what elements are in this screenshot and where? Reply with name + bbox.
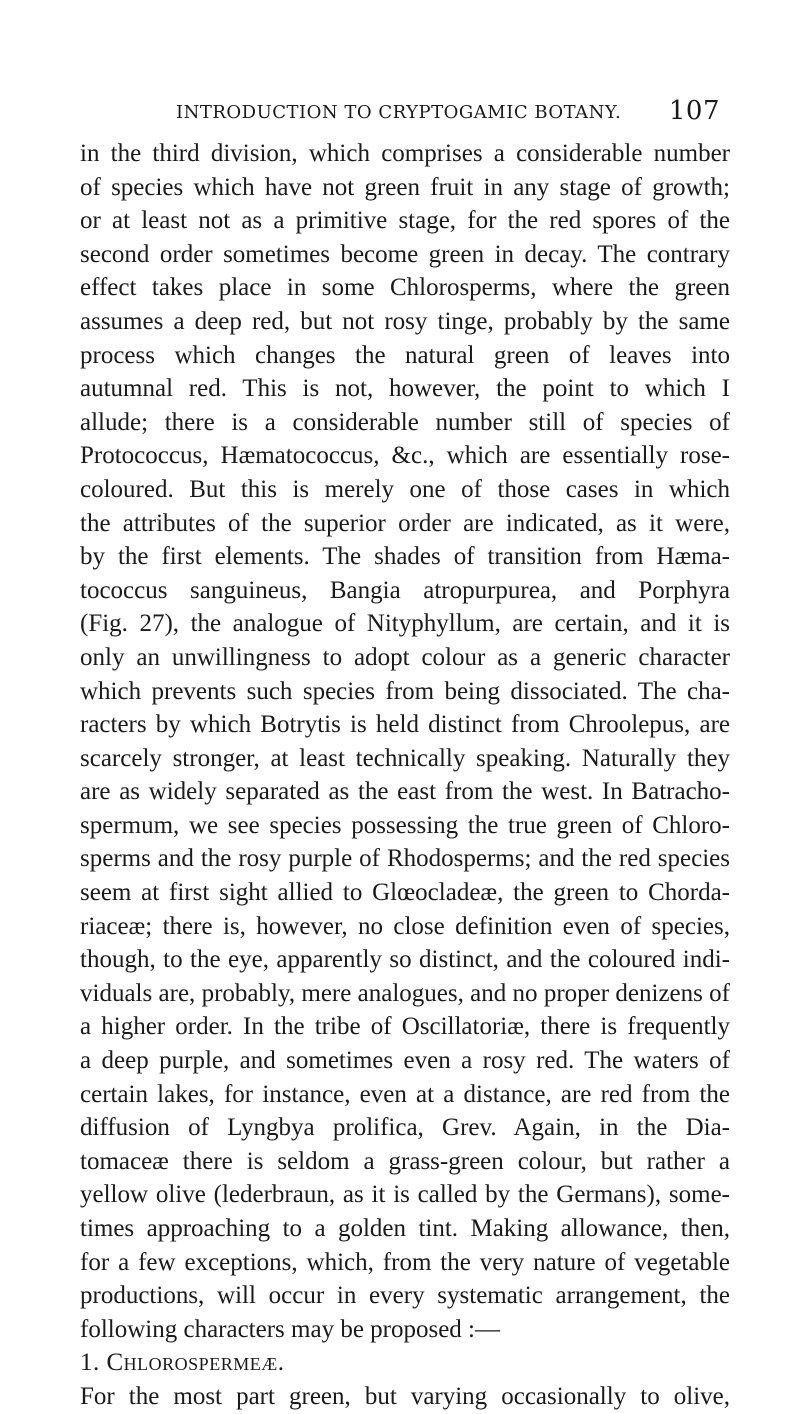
text-line: a deep purple, and sometimes even a rosy red. The waters of xyxy=(80,1047,730,1075)
text-line: the attributes of the superior order are indicated, as it were, xyxy=(80,509,730,537)
section-heading: 1. Chlorospermeæ. xyxy=(80,1349,285,1377)
text-line: racters by which Botrytis is held distinct from Chroolepus, are xyxy=(80,711,730,739)
text-line: or at least not as a primitive stage, for the red spores of the xyxy=(80,207,730,235)
text-line: in the third division, which comprises a considerable number xyxy=(80,140,730,167)
text-line: coloured. But this is merely one of those cases in which xyxy=(80,475,730,503)
text-line: following characters may be proposed :— xyxy=(80,1315,501,1343)
text-line: riaceæ; there is, however, no close definition even of species, xyxy=(80,912,730,940)
text-line: tococcus sanguineus, Bangia atropurpurea, and Porphyra xyxy=(80,576,730,604)
text-line: sperms and the rosy purple of Rhodosperms; and the red species xyxy=(80,845,730,873)
text-line: (Fig. 27), the analogue of Nityphyllum, are certain, and it is xyxy=(80,610,730,638)
text-line: diffusion of Lyngbya prolifica, Grev. Again, in the Dia- xyxy=(80,1114,730,1142)
text-line: autumnal red. This is not, however, the point to which I xyxy=(80,375,730,403)
text-line: process which changes the natural green of leaves into xyxy=(80,341,730,369)
text-line: by the first elements. The shades of transition from Hæma- xyxy=(80,543,730,571)
text-line: which prevents such species from being dissociated. The cha- xyxy=(80,677,730,705)
text-line: viduals are, probably, mere analogues, and no proper denizens of xyxy=(80,979,730,1007)
text-line: yellow olive (lederbraun, as it is called by the Germans), some- xyxy=(80,1181,730,1209)
text-line: effect takes place in some Chlorosperms, where the green xyxy=(80,274,730,302)
text-line: seem at first sight allied to Glœocladeæ, the green to Chorda- xyxy=(80,879,730,907)
text-line: allude; there is a considerable number still of species of xyxy=(80,408,730,436)
running-title: INTRODUCTION TO CRYPTOGAMIC BOTANY. xyxy=(176,102,622,123)
text-line: times approaching to a golden tint. Making allowance, then, xyxy=(80,1215,730,1242)
text-line: of species which have not green fruit in any stage of growth; xyxy=(80,173,730,201)
text-line: For the most part green, but varying occasionally to olive, xyxy=(80,1382,730,1410)
text-line: spermum, we see species possessing the true green of Chloro- xyxy=(80,811,730,839)
text-line: scarcely stronger, at least technically speaking. Naturally they xyxy=(80,744,730,772)
body-text xyxy=(80,137,730,1414)
text-line: are as widely separated as the east from the west. In Batracho- xyxy=(80,778,730,806)
page-number: 107 xyxy=(668,96,720,126)
text-line: though, to the eye, apparently so distinct, and the coloured indi- xyxy=(80,946,730,974)
text-line: certain lakes, for instance, even at a distance, are red from the xyxy=(80,1080,730,1108)
text-line: tomaceæ there is seldom a grass-green colour, but rather a xyxy=(80,1147,730,1175)
text-line: second order sometimes become green in decay. The contrary xyxy=(80,240,730,268)
text-line: assumes a deep red, but not rosy tinge, probably by the same xyxy=(80,307,730,335)
text-line: a higher order. In the tribe of Oscillatoriæ, there is frequently xyxy=(80,1013,730,1041)
text-line: productions, will occur in every systematic arrangement, the xyxy=(80,1282,730,1310)
text-line: Protococcus, Hæmatococcus, &c., which are essentially rose- xyxy=(80,442,730,470)
text-line: only an unwillingness to adopt colour as a generic character xyxy=(80,643,730,671)
text-line: for a few exceptions, which, from the very nature of vegetable xyxy=(80,1248,730,1276)
